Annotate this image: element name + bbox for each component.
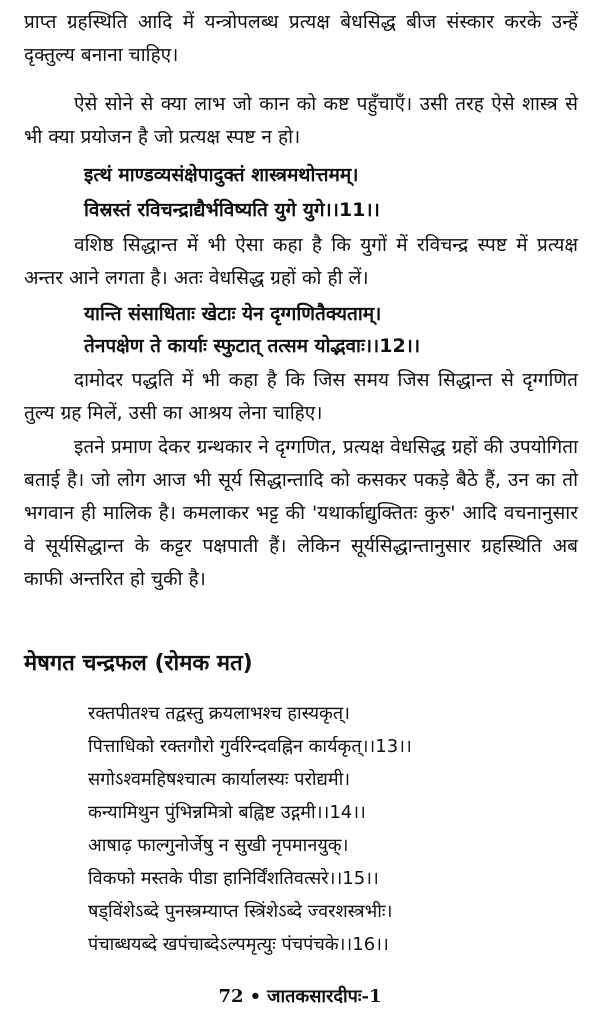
paragraph-conclusion: इतने प्रमाण देकर ग्रन्थकार ने दृग्गणित, प्रत्यक्ष वेधसिद्ध ग्रहों की उपयोगिता बताई है। जो लोग आज भी सूर्य सिद्धान्तादि को कसकर पकड़े बैठे हैं, उन का तो भगवान ही मालिक है। कमलाकर भट्ट की 'यथार्काद्युक्तितः कुरु' आदि वचनानुसार वे सूर्यसिद्धान्त के कट्टर पक्षपाती हैं। लेकिन सूर्यसिद्धान्तानुसार ग्रहस्थिति अब काफी अन्तरित हो चुकी है। <box>24 436 578 590</box>
verse-line: पित्ताधिको रक्तगौरो गुर्वरिन्दवह्निन कार्यकृत्।।13।। <box>88 736 412 757</box>
verse-11-line-2: विस्रस्तं रविचन्द्राद्यैर्भविष्यति युगे युगे।।11।। <box>84 199 380 221</box>
book-title: जातकसारदीपः-1 <box>267 986 382 1007</box>
paragraph-bija-sanskar: प्राप्त ग्रहस्थिति आदि में यन्त्रोपलब्ध प्रत्यक्ष बेधसिद्ध बीज संस्कार करके उन्हें दृक्तुल्य बनाना चाहिए। <box>24 11 578 66</box>
verse-12-line-1: यान्ति संसाधिताः खेटाः येन दृग्गणितैक्यताम्। <box>84 303 382 325</box>
verse-line: कन्यामिथुन पुंभिन्नमित्रो बह्विष्ट उद्गमी।।14।। <box>88 802 366 823</box>
paragraph-vashishtha: वशिष्ठ सिद्धान्त में भी ऐसा कहा है कि युगों में रविचन्द्र स्पष्ट में प्रत्यक्ष अन्तर आने लगता है। अतः वेधसिद्ध ग्रहों को ही लें। <box>24 234 578 289</box>
section-heading: मेषगत चन्द्रफल (रोमक मत) <box>24 651 253 676</box>
verse-line: विकफो मस्तके पीडा हानिर्विंशतिवत्सरे।।15।। <box>88 868 379 889</box>
verse-line: रक्तपीतश्च तद्वस्तु क्रयलाभश्च हास्यकृत्। <box>88 703 350 724</box>
page-number: 72 <box>218 986 244 1007</box>
paragraph-gold-analogy: ऐसे सोने से क्या लाभ जो कान को कष्ट पहुँचाएँ। उसी तरह ऐसे शास्त्र से भी क्या प्रयोजन है जो प्रत्यक्ष स्पष्ट न हो। <box>24 93 578 148</box>
verse-line: सगोऽश्वमहिषश्चात्म कार्यालस्यः परोद्यमी। <box>88 769 351 790</box>
verse-12-line-2: तेनपक्षेण ते कार्याः स्फुटात् तत्सम योद्भवाः।।12।। <box>84 335 421 357</box>
verse-line: पंचाब्धयब्दे खपंचाब्देऽल्पमृत्युः पंचपंचके।।16।। <box>88 934 389 955</box>
verse-line: षड्विंशेऽब्दे पुनस्त्रम्याप्त स्त्रिंशेऽब्दे ज्वरशस्त्रभीः। <box>88 901 393 922</box>
verse-11-line-1: इत्थं माण्डव्यसंक्षेपादुक्तं शास्त्रमथोत्तमम्। <box>84 164 359 186</box>
bullet-separator: • <box>249 986 262 1007</box>
verse-line: आषाढ़ फाल्गुनोर्जेषु न सुखी नृपमानयुक्। <box>88 835 349 856</box>
paragraph-damodar: दामोदर पद्धति में भी कहा है कि जिस समय जिस सिद्धान्त से दृग्गणित तुल्य ग्रह मिलें, उसी का आश्रय लेना चाहिए। <box>24 369 578 424</box>
page-footer <box>0 984 600 1010</box>
